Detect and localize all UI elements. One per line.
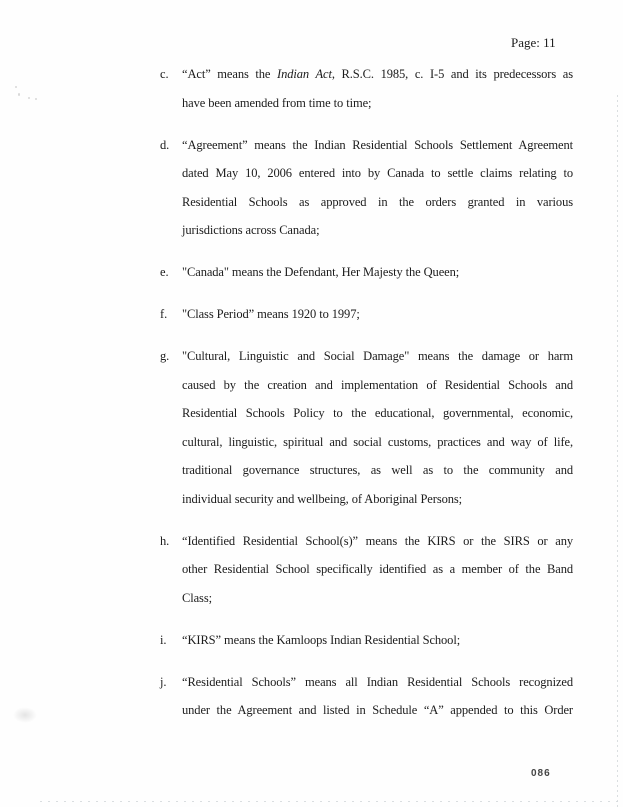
scan-edge-artifact-bottom bbox=[40, 801, 623, 802]
definition-letter: g. bbox=[160, 349, 170, 363]
definition-item bbox=[160, 342, 573, 513]
definition-line bbox=[182, 399, 573, 428]
definition-item bbox=[160, 527, 573, 613]
definition-line bbox=[182, 584, 573, 613]
definition-line bbox=[182, 555, 573, 584]
text-run: have been amended from time to time; bbox=[182, 95, 372, 110]
text-run: “KIRS” means the Kamloops Indian Residential School; bbox=[182, 632, 461, 647]
definition-line bbox=[182, 89, 573, 118]
text-run: individual security and wellbeing, of Aboriginal Persons; bbox=[182, 491, 463, 506]
definition-line bbox=[182, 527, 573, 556]
definition-item bbox=[160, 300, 573, 329]
scan-speckle bbox=[28, 97, 30, 99]
definition-line bbox=[182, 216, 573, 245]
text-run: dated May 10, 2006 entered into by Canada to settle claims relating to bbox=[182, 166, 573, 180]
bates-stamp-number: 086 bbox=[531, 768, 551, 779]
definition-line bbox=[182, 300, 573, 329]
text-run: caused by the creation and implementation of Residential Schools and bbox=[182, 377, 573, 392]
definition-line bbox=[182, 159, 573, 188]
text-run: “Agreement” means the Indian Residential Schools Settlement Agreement bbox=[182, 137, 573, 152]
text-run: “Act” means the bbox=[182, 67, 278, 81]
definition-line bbox=[182, 626, 573, 655]
definitions-list bbox=[160, 60, 573, 738]
definition-line bbox=[182, 131, 573, 160]
definition-letter: h. bbox=[160, 533, 170, 548]
definition-letter: d. bbox=[160, 137, 170, 152]
definition-letter: f. bbox=[160, 307, 168, 321]
italic-text-run: Indian Act bbox=[277, 67, 332, 81]
scan-edge-artifact-right bbox=[617, 95, 618, 807]
definition-line bbox=[182, 60, 573, 89]
definition-line bbox=[182, 668, 573, 697]
definition-line bbox=[182, 258, 573, 287]
definition-letter: c. bbox=[160, 67, 169, 81]
scan-speckle bbox=[15, 86, 17, 88]
definition-line bbox=[182, 456, 573, 485]
definition-letter: e. bbox=[160, 265, 169, 279]
text-run: Residential Schools Policy to the educational, governmental, economic, bbox=[182, 406, 573, 420]
text-run: "Cultural, Linguistic and Social Damage" means the damage or harm bbox=[182, 349, 573, 363]
definition-letter: j. bbox=[160, 674, 167, 689]
definition-line bbox=[182, 428, 573, 457]
text-run: “Residential Schools” means all Indian Residential Schools recognized bbox=[182, 674, 573, 689]
scan-speckle bbox=[18, 93, 20, 96]
text-run: Residential Schools as approved in the orders granted in various bbox=[182, 194, 573, 209]
definition-line bbox=[182, 371, 573, 400]
text-run: “Identified Residential School(s)” means the KIRS or the SIRS or any bbox=[182, 533, 573, 548]
scan-smudge bbox=[13, 707, 37, 723]
definition-line bbox=[182, 485, 573, 514]
text-run: "Class Period” means 1920 to 1997; bbox=[182, 307, 360, 321]
definition-line bbox=[182, 696, 573, 725]
definition-item bbox=[160, 668, 573, 725]
definition-item bbox=[160, 131, 573, 245]
page-number-header: Page: 11 bbox=[511, 35, 556, 50]
text-run: Class; bbox=[182, 590, 212, 605]
text-run: cultural, linguistic, spiritual and social customs, practices and way of life, bbox=[182, 434, 573, 449]
text-run: traditional governance structures, as well as to the community and bbox=[182, 463, 573, 477]
text-run: , R.S.C. 1985, c. I-5 and its predecessors as bbox=[331, 67, 573, 81]
text-run: jurisdictions across Canada; bbox=[182, 223, 320, 237]
text-run: "Canada" means the Defendant, Her Majesty the Queen; bbox=[182, 265, 460, 279]
definition-item bbox=[160, 60, 573, 117]
scan-speckle bbox=[35, 98, 37, 100]
definition-item bbox=[160, 258, 573, 287]
text-run: other Residential School specifically identified as a member of the Band bbox=[182, 562, 573, 576]
text-run: under the Agreement and listed in Schedule “A” appended to this Order bbox=[182, 703, 573, 717]
definition-line bbox=[182, 188, 573, 217]
definition-letter: i. bbox=[160, 632, 167, 647]
definition-line bbox=[182, 342, 573, 371]
definition-item bbox=[160, 626, 573, 655]
